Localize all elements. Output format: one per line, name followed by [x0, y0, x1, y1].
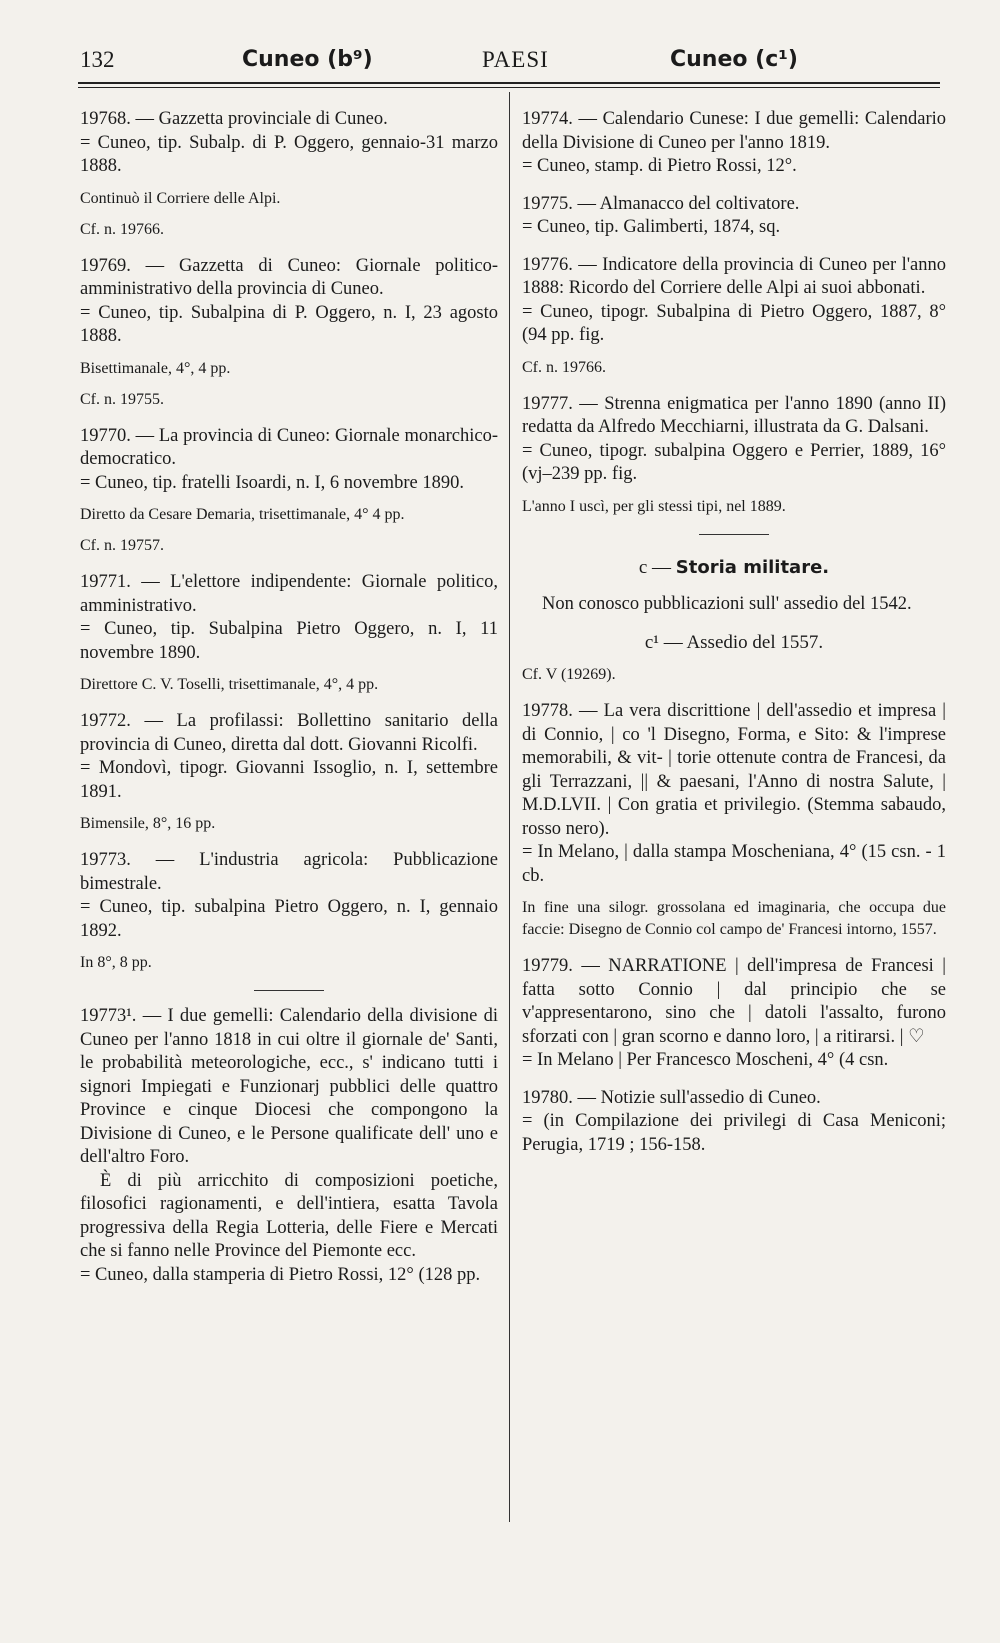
header-rule-thick: [78, 82, 940, 84]
entry-imprint: = Cuneo, tip. Galimberti, 1874, sq.: [522, 217, 781, 237]
left-running-title: Cuneo (b⁹): [242, 47, 373, 72]
entry-imprint: = Cuneo, tipogr. Subalpina di Pietro Oggero, 1887, 8° (94 pp. fig.: [522, 301, 946, 345]
entry-title: 19770. — La provincia di Cuneo: Giornale monarchico-democratico.: [80, 425, 498, 469]
entry-title: 19768. — Gazzetta provinciale di Cuneo.: [80, 109, 388, 129]
entry-title: 19773. — L'industria agricola: Pubblicazione bimestrale.: [80, 850, 498, 894]
entry-imprint: = Cuneo, tipogr. subalpina Oggero e Perrier, 1889, 16° (vj–239 pp. fig.: [522, 440, 946, 484]
entry-19779: [522, 955, 946, 1073]
entry-19768: [80, 108, 498, 241]
section-title: Storia militare.: [675, 556, 830, 578]
entry-note: In fine una silogr. grossolana ed imaginaria, che occupa due faccie: Disegno de Connio col campo de' Francesi intorno, 1557.: [522, 899, 946, 938]
entry-imprint: = Cuneo, dalla stamperia di Pietro Rossi, 12° (128 pp.: [80, 1264, 481, 1285]
entry-imprint: = In Melano | Per Francesco Moscheni, 4° (4 csn.: [522, 1050, 889, 1070]
entry-note: Diretto da Cesare Demaria, trisettimanale, 4° 4 pp.: [80, 506, 405, 523]
entry-19770: [80, 425, 498, 558]
entry-imprint: = Cuneo, stamp. di Pietro Rossi, 12°.: [522, 156, 797, 176]
entry-19772: [80, 710, 498, 835]
right-column: [522, 108, 946, 1171]
entry-crossref: Cf. n. 19755.: [80, 390, 164, 408]
entry-crossref: Cf. V (19269).: [522, 666, 616, 683]
column-divider: [509, 92, 510, 1522]
entry-note: In 8°, 8 pp.: [80, 954, 152, 971]
subsection-crossref: [522, 664, 946, 686]
entry-title: 19776. — Indicatore della provincia di Cuneo per l'anno 1888: Ricordo del Corriere delle Alpi ai suoi abbonati.: [522, 254, 946, 298]
entry-title: 19769. — Gazzetta di Cuneo: Giornale politico-amministrativo della provincia di Cuneo.: [80, 255, 498, 299]
section-heading: [522, 555, 946, 581]
entry-note: Continuò il Corriere delle Alpi.: [80, 189, 281, 207]
separator-rule: [254, 990, 324, 991]
entry-crossref: Cf. n. 19766.: [522, 358, 606, 376]
entry-title: 19780. — Notizie sull'assedio di Cuneo.: [522, 1087, 821, 1108]
entry-imprint: = Cuneo, tip. Subalpina Pietro Oggero, n. I, 11 novembre 1890.: [80, 619, 498, 663]
section-label: c —: [638, 556, 676, 578]
entry-note: Bimensile, 8°, 16 pp.: [80, 815, 216, 832]
entry-imprint: = Cuneo, tip. Subalp. di P. Oggero, gennaio-31 marzo 1888.: [80, 132, 498, 176]
entry-note: Direttore C. V. Toselli, trisettimanale, 4°, 4 pp.: [80, 676, 379, 693]
entry-title: 19777. — Strenna enigmatica per l'anno 1890 (anno II) redatta da Alfredo Mecchiarni, illustrata da G. Dalsani.: [522, 393, 946, 437]
section-intro: [522, 593, 946, 617]
section-intro-text: Non conosco pubblicazioni sull' assedio del 1542.: [542, 593, 912, 614]
center-running-title: PAESI: [482, 47, 549, 72]
entry-title: 19771. — L'elettore indipendente: Giornale politico, amministrativo.: [80, 572, 498, 616]
subsection-heading: c¹ — Assedio del 1557.: [644, 632, 824, 653]
right-running-title: Cuneo (c¹): [670, 47, 798, 72]
entry-19777: [522, 393, 946, 518]
entry-19778: [522, 700, 946, 941]
entry-19769: [80, 255, 498, 411]
entry-19771: [80, 571, 498, 696]
left-column: [80, 108, 498, 1301]
entry-imprint: = Mondovì, tipogr. Giovanni Issoglio, n. I, settembre 1891.: [80, 758, 498, 802]
entry-crossref: Cf. n. 19757.: [80, 537, 164, 554]
entry-imprint: = Cuneo, tip. subalpina Pietro Oggero, n. I, gennaio 1892.: [80, 897, 498, 941]
entry-19774: [522, 108, 946, 179]
entry-imprint: = In Melano, | dalla stampa Moscheniana, 4° (15 csn. - 1 cb.: [522, 842, 946, 886]
entry-imprint: = Cuneo, tip. fratelli Isoardi, n. I, 6 novembre 1890.: [80, 472, 464, 493]
running-header: [80, 40, 940, 80]
header-rule-thin: [78, 87, 940, 88]
entry-note: L'anno I uscì, per gli stessi tipi, nel 1889.: [522, 497, 786, 515]
entry-title: 19773¹. — I due gemelli: Calendario della divisione di Cuneo per l'anno 1818 in cui oltre il giornale de' Santi, le probabilità meteorologiche, ecc., s' indicano tutti i signori Impiegati e Funzionarj pubblici delle quattro Province e cinque Diocesi che compongono la Divisione di Cuneo, e le Persone qualificate dell' uno e dell'altro Foro.: [80, 1006, 498, 1167]
entry-crossref: Cf. n. 19766.: [80, 220, 164, 238]
entry-19773: [80, 849, 498, 974]
entry-19773-1: [80, 1005, 498, 1287]
entry-note: Bisettimanale, 4°, 4 pp.: [80, 359, 231, 377]
entry-title: 19774. — Calendario Cunese: I due gemelli: Calendario della Divisione di Cuneo per l'anno 1819.: [522, 109, 946, 153]
entry-19775: [522, 193, 946, 240]
entry-title: 19772. — La profilassi: Bollettino sanitario della provincia di Cuneo, diretta dal dott. Giovanni Ricolfi.: [80, 711, 498, 755]
entry-title: 19778. — La vera discrittione | dell'assedio et impresa | di Connio, | co 'l Disegno, Forma, e Sito: & l'imprese memorabili, & vit- | torie ottenute contra de Francesi, da gli Terrazzani, || & paesani, l'Anno di nostra Salute, | M.D.LVII. | Con gratia et privilegio. (Stemma sabaudo, rosso nero).: [522, 701, 946, 839]
entry-imprint: = (in Compilazione dei privilegi di Casa Meniconi; Perugia, 1719 ; 156-158.: [522, 1111, 946, 1155]
entry-description: È di più arricchito di composizioni poetiche, filosofici ragionamenti, e dell'intiera, esatta Tavola progressiva della Regia Lotteria, delle Fiere e Mercati che si fanno nelle Province del Piemonte ecc.: [80, 1170, 498, 1261]
entry-imprint: = Cuneo, tip. Subalpina di P. Oggero, n. I, 23 agosto 1888.: [80, 302, 498, 346]
entry-title: 19775. — Almanacco del coltivatore.: [522, 193, 800, 214]
entry-19780: [522, 1087, 946, 1158]
entry-title: 19779. — NARRATIONE | dell'impresa de Francesi | fatta sotto Connio | dal principio che se v'appresentarono, sino che | datoli l'assalto, furono sforzati con | gran scorno e danno loro, | a ritirarsi. | ♡: [522, 956, 946, 1047]
separator-rule: [699, 534, 769, 535]
page-number: 132: [80, 47, 115, 72]
entry-19776: [522, 254, 946, 379]
